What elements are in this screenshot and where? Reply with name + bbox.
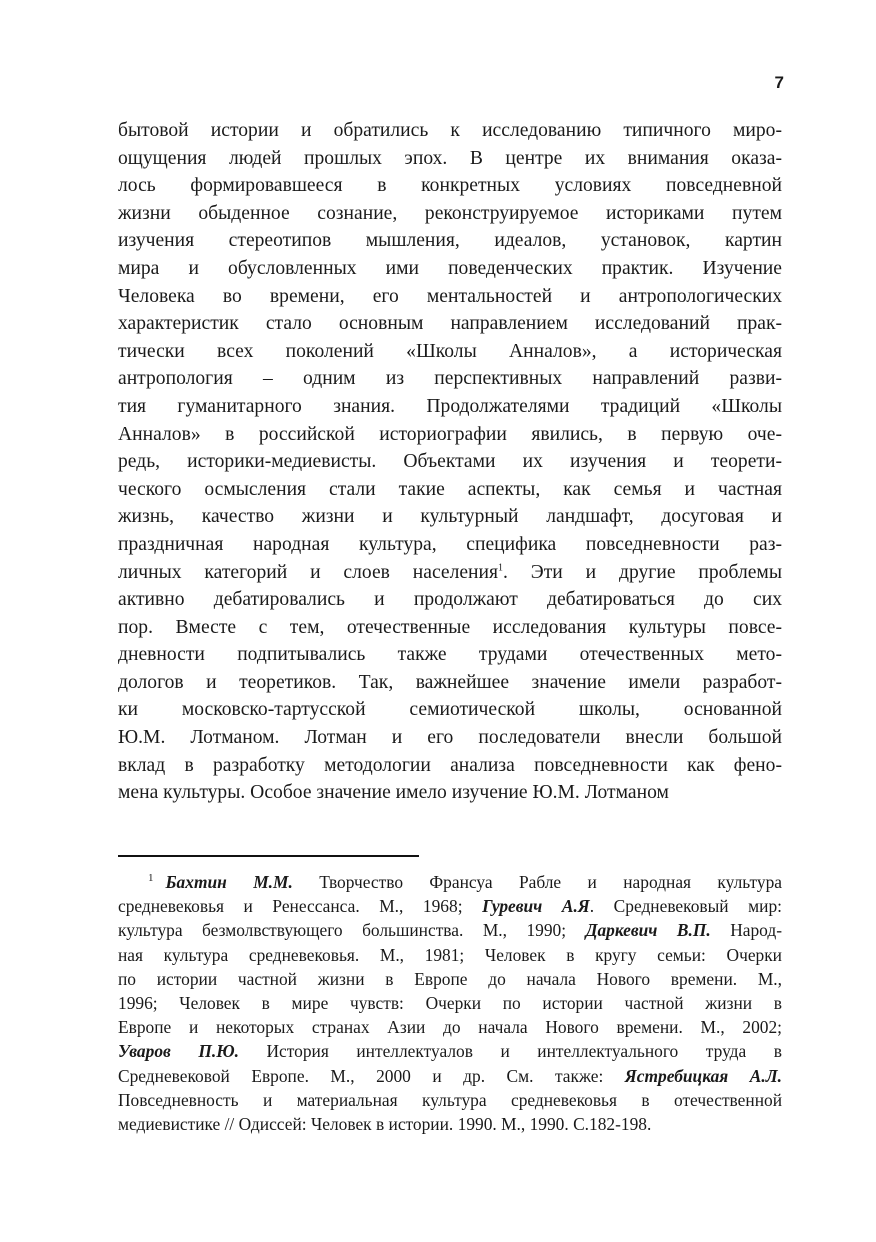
footnote xyxy=(118,870,782,1136)
text-fragment: личных категорий и слоев населения xyxy=(118,561,499,583)
footnote-text: культура безмолвствующего большинства. М., 1990; xyxy=(118,920,586,941)
text-line: ощущения людей прошлых эпох. В центре их внимания оказа- xyxy=(118,147,782,169)
page-number: 7 xyxy=(774,73,784,92)
footnote-reference[interactable]: 1 xyxy=(498,561,504,573)
text-line: вклад в разработку методологии анализа повседневности как фено- xyxy=(118,754,782,776)
footnote-line: Европе и некоторых странах Азии до начала Нового времени. М., 2002; xyxy=(118,1017,782,1038)
text-line: редь, историки-медиевисты. Объектами их изучения и теорети- xyxy=(118,451,782,473)
text-line: характеристик стало основным направлением исследований прак- xyxy=(118,313,782,335)
text-line: Ю.М. Лотманом. Лотман и его последователи внесли большой xyxy=(118,727,782,749)
text-line: праздничная народная культура, специфика повседневности раз- xyxy=(118,533,782,555)
text-line: мира и обусловленных ими поведенческих практик. Изучение xyxy=(118,257,782,279)
footnote-text: . Средневековый мир: xyxy=(589,896,782,917)
text-line: Человека во времени, его ментальностей и антропологических xyxy=(118,285,782,307)
text-line: бытовой истории и обратились к исследованию типичного миро- xyxy=(118,120,782,141)
text-line: жизнь, качество жизни и культурный ландшафт, досуговая и xyxy=(118,506,782,528)
footnote-author: Гуревич А.Я xyxy=(482,896,590,917)
main-text xyxy=(118,117,782,807)
footnote-line: ная культура средневековья. М., 1981; Человек в кругу семьи: Очерки xyxy=(118,944,782,965)
footnote-line: Повседневность и материальная культура средневековья в отечественной xyxy=(118,1089,782,1110)
footnote-line: медиевистике // Одиссей: Человек в истории. 1990. М., 1990. С.182-198. xyxy=(118,1114,652,1135)
footnote-author: Бахтин М.М. xyxy=(165,872,293,892)
footnote-author: Ястребицкая А.Л. xyxy=(624,1065,782,1086)
footnote-line xyxy=(118,1064,782,1088)
footnote-text: История интеллектуалов и интеллектуального труда в xyxy=(238,1041,782,1062)
text-line: ки московско-тартусской семиотической школы, основанной xyxy=(118,699,782,721)
text-line: антропология – одним из перспективных направлений разви- xyxy=(118,368,782,390)
text-fragment: . Эти и другие проблемы xyxy=(503,561,782,583)
footnote-marker: 1 xyxy=(148,872,154,885)
footnote-line: по истории частной жизни в Европе до начала Нового времени. М., xyxy=(118,968,782,989)
footnote-text: Творчество Франсуа Рабле и народная культура xyxy=(292,872,782,892)
text-line: изучения стереотипов мышления, идеалов, установок, картин xyxy=(118,230,782,252)
footnote-line xyxy=(118,1039,782,1063)
footnote-author: Даркевич В.П. xyxy=(585,920,711,941)
text-line: жизни обыденное сознание, реконструируемое историками путем xyxy=(118,202,782,224)
text-line: активно дебатировались и продолжают дебатироваться до сих xyxy=(118,589,782,611)
text-line: тически всех поколений «Школы Анналов», а историческая xyxy=(118,340,782,362)
footnote-author: Уваров П.Ю. xyxy=(118,1041,239,1062)
footnote-separator xyxy=(118,855,419,857)
footnote-text: средневековья и Ренессанса. М., 1968; xyxy=(118,896,483,917)
footnote-line xyxy=(118,918,782,942)
text-line: Анналов» в российской историографии явились, в первую оче- xyxy=(118,423,782,445)
footnote-line: 1996; Человек в мире чувств: Очерки по истории частной жизни в xyxy=(118,993,782,1014)
text-line: лось формировавшееся в конкретных условиях повседневной xyxy=(118,175,782,197)
footnote-line xyxy=(118,870,782,894)
footnote-text: Средневековой Европе. М., 2000 и др. См. также: xyxy=(118,1065,625,1086)
text-line: мена культуры. Особое значение имело изучение Ю.М. Лотманом xyxy=(118,782,669,804)
text-line-with-footnote-ref xyxy=(118,559,782,587)
text-line: ческого осмысления стали такие аспекты, как семья и частная xyxy=(118,478,782,500)
footnote-text: Народ- xyxy=(710,920,782,941)
text-line: дневности подпитывались также трудами отечественных мето- xyxy=(118,644,782,666)
text-line: дологов и теоретиков. Так, важнейшее значение имели разработ- xyxy=(118,671,782,693)
footnote-line xyxy=(118,894,782,918)
text-line: тия гуманитарного знания. Продолжателями традиций «Школы xyxy=(118,395,782,417)
text-line: пор. Вместе с тем, отечественные исследования культуры повсе- xyxy=(118,616,782,638)
